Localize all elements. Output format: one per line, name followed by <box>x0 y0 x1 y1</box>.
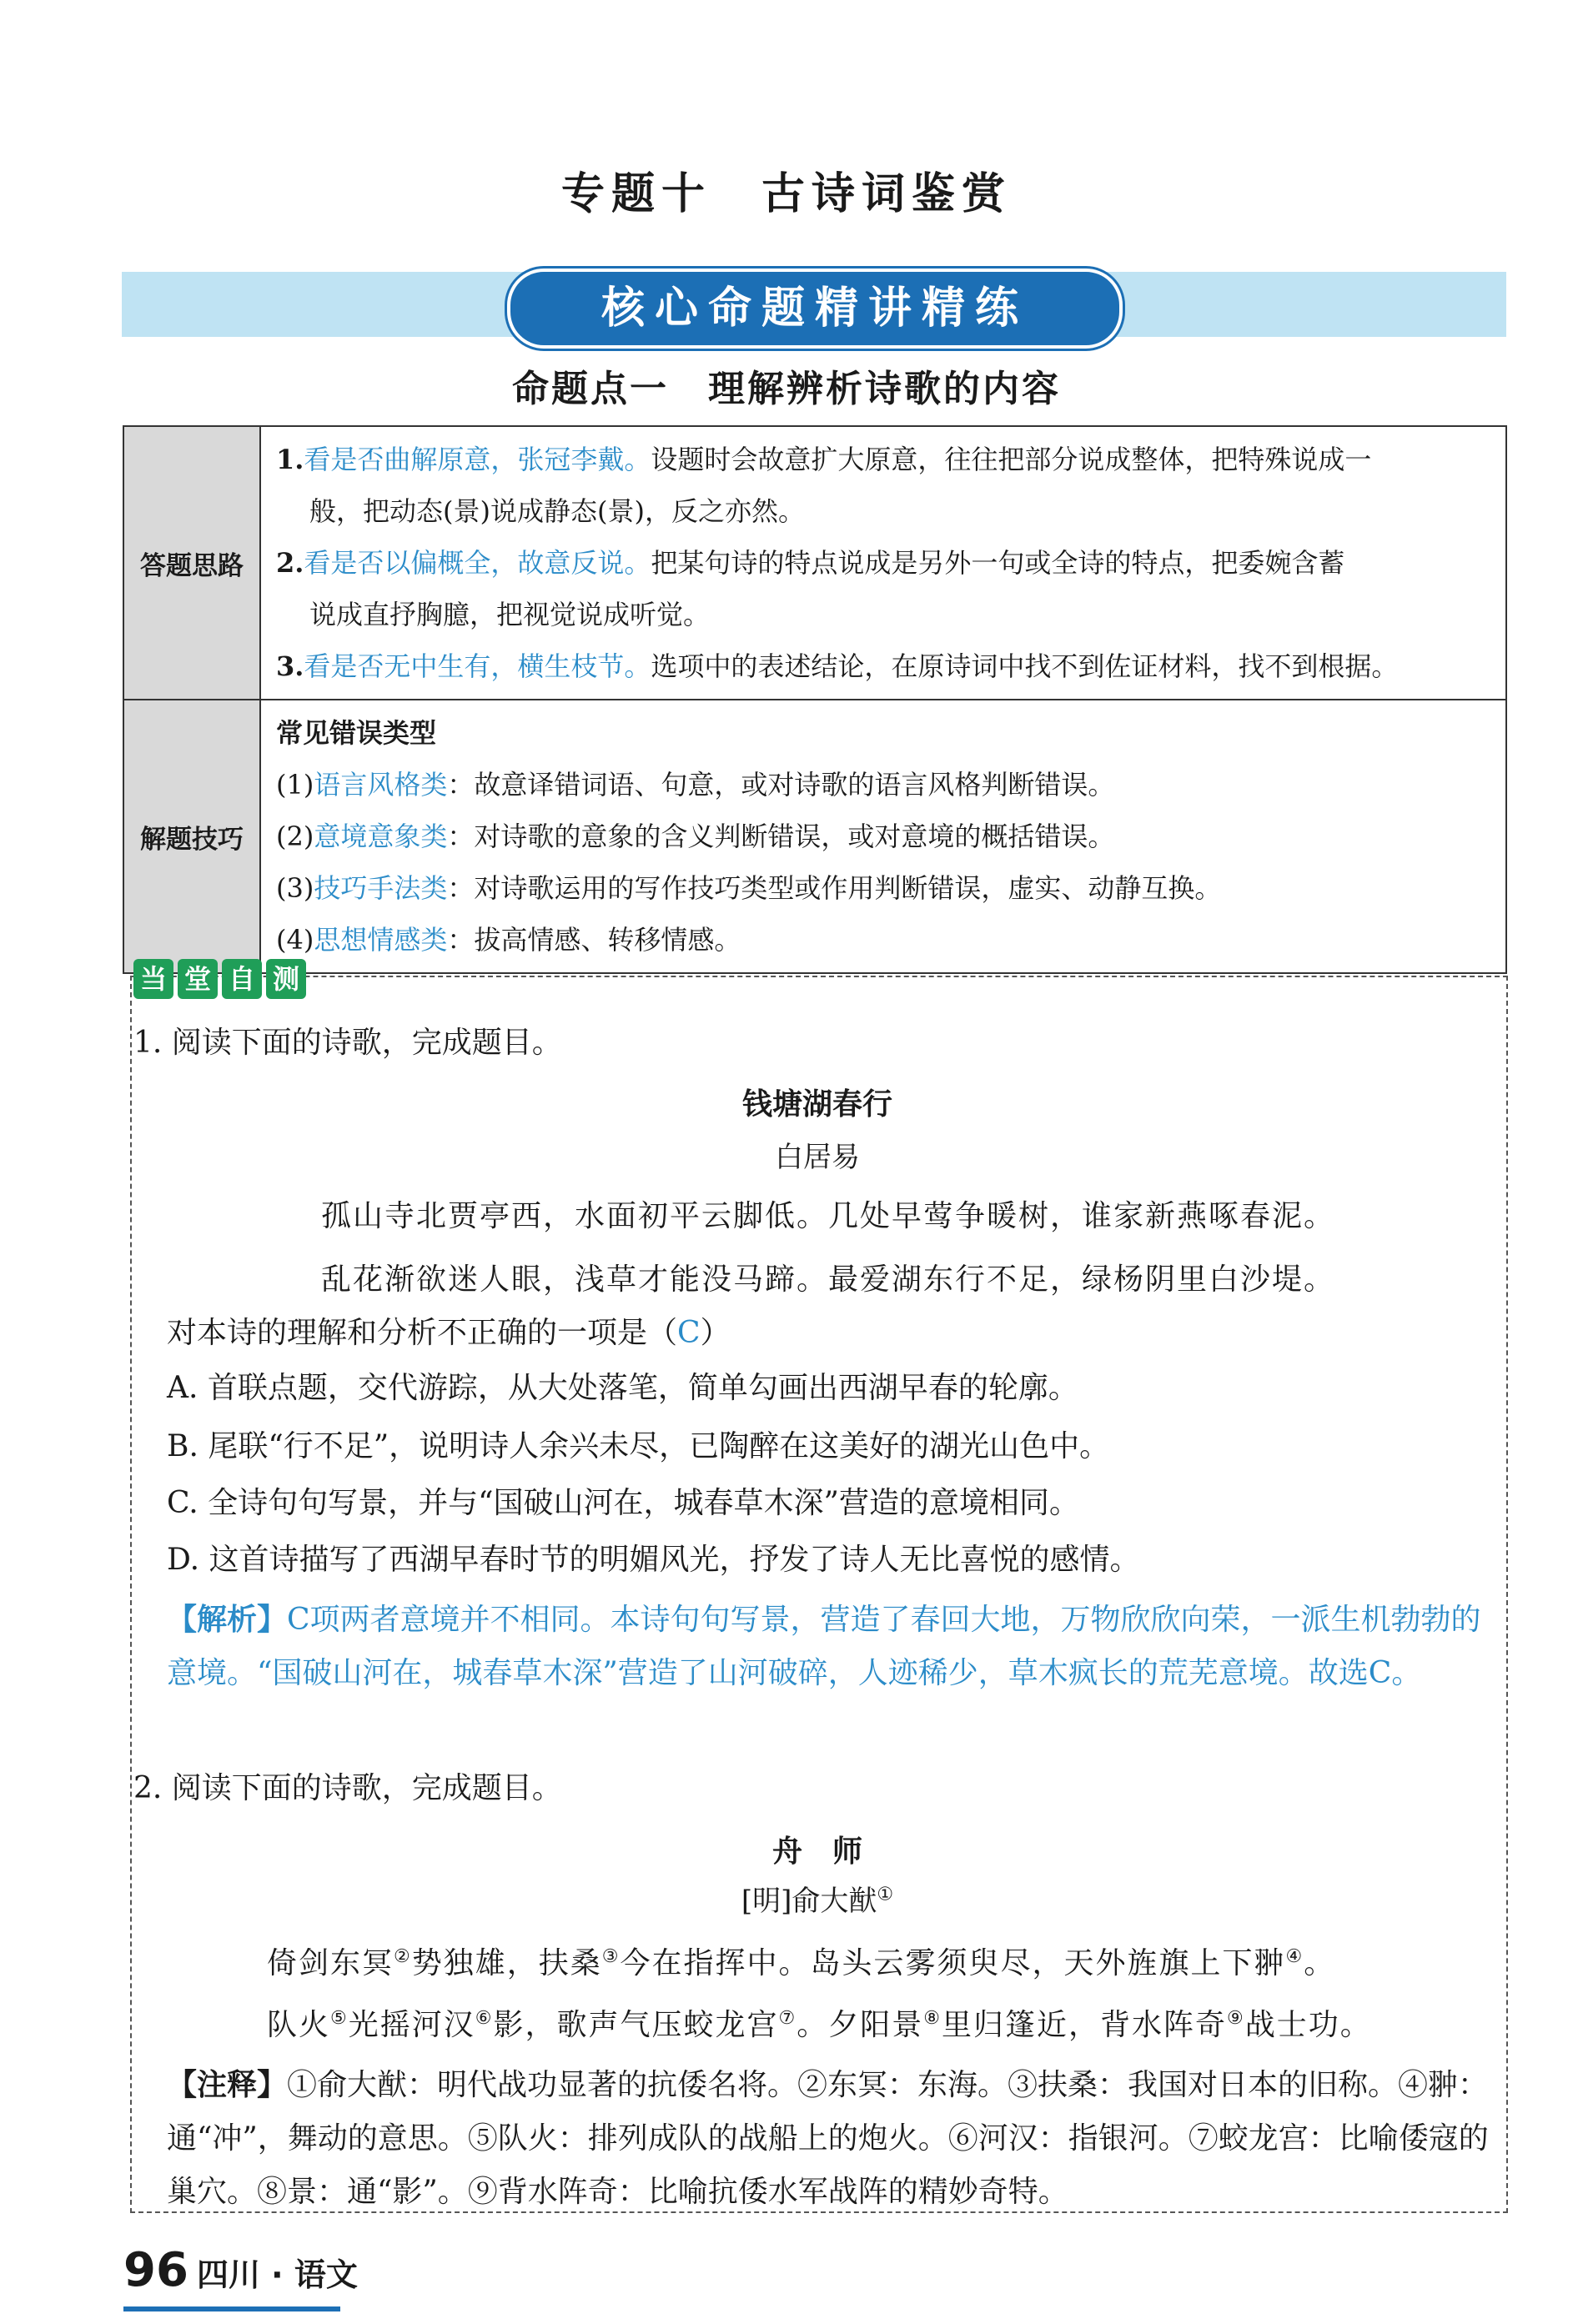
footer-label: 四川 · 语文 <box>196 2256 358 2293</box>
footnote-marker: ⑦ <box>778 2008 797 2029</box>
badge-char: 当 <box>133 959 173 999</box>
guide-item: 2.看是否以偏概全，故意反说。把某句诗的特点说成是另外一句或全诗的特点，把委婉含蓄 <box>276 547 1345 579</box>
practice-badge <box>133 959 306 1001</box>
tip-item: (2)意境意象类：对诗歌的意象的含义判断错误，或对意境的概括错误。 <box>276 821 1115 852</box>
footnote-marker: ⑥ <box>475 2008 494 2029</box>
guide-label-tips: 解题技巧 <box>123 700 260 973</box>
q2-prompt: 2. 阅读下面的诗歌，完成题目。 <box>133 1771 562 1805</box>
q1-option: C. 全诗句句写景，并与“国破山河在，城春草木深”营造的意境相同。 <box>167 1486 1079 1520</box>
footnote-marker: ⑧ <box>923 2008 942 2029</box>
guide-tips-content <box>260 700 1506 973</box>
footnote-marker: ④ <box>1285 1946 1304 1967</box>
guide-item: 3.看是否无中生有，横生枝节。选项中的表述结论，在原诗词中找不到佐证材料，找不到根据。 <box>276 650 1399 682</box>
guide-table <box>123 425 1507 974</box>
tip-item: (4)思想情感类：拔高情感、转移情感。 <box>276 924 741 956</box>
q1-poem-title: 钱塘湖春行 <box>741 1087 892 1122</box>
page-footer <box>123 2243 358 2297</box>
q1-question: 对本诗的理解和分析不正确的一项是（C） <box>167 1316 731 1350</box>
badge-char: 堂 <box>178 959 218 999</box>
guide-approach-content <box>260 426 1506 700</box>
badge-char: 测 <box>266 959 306 999</box>
guide-label-approach: 答题思路 <box>123 426 260 700</box>
q2-notes: 【注释】①俞大猷：明代战功显著的抗倭名将。②东冥：东海。③扶桑：我国对日本的旧称。④翀：通“冲”，舞动的意思。⑤队火：排列成队的战船上的炮火。⑥河汉：指银河。⑦蛟龙宫：比喻倭寇的巢穴。⑧景：通“影”。⑨背水阵奇：比喻抗倭水军战阵的精妙奇特。 <box>167 2067 1489 2209</box>
q2-poem-title: 舟 师 <box>771 1834 862 1869</box>
section-title: 命题点一 理解辨析诗歌的内容 <box>512 368 1061 410</box>
footnote-marker: ③ <box>601 1946 621 1967</box>
q2-author: [明]俞大猷① <box>741 1884 894 1918</box>
q1-poem-line: 孤山寺北贾亭西，水面初平云脚低。几处早莺争暖树，谁家新燕啄春泥。 <box>321 1199 1336 1233</box>
q1-prompt: 1. 阅读下面的诗歌，完成题目。 <box>133 1026 562 1060</box>
guide-item-cont: 般，把动态(景)说成静态(景)，反之亦然。 <box>309 495 805 527</box>
page-number: 96 <box>123 2243 188 2297</box>
guide-item: 1.看是否曲解原意，张冠李戴。设题时会故意扩大原意，往往把部分说成整体，把特殊说成一 <box>276 444 1372 475</box>
q1-option: B. 尾联“行不足”，说明诗人余兴未尽，已陶醉在这美好的湖光山色中。 <box>167 1429 1110 1463</box>
guide-item-cont: 说成直抒胸臆，把视觉说成听觉。 <box>309 599 711 630</box>
q1-option: D. 这首诗描写了西湖早春时节的明媚风光，抒发了诗人无比喜悦的感情。 <box>167 1543 1140 1577</box>
footnote-marker: ⑤ <box>330 2008 349 2029</box>
banner-title: 核心命题精讲精练 <box>507 269 1123 349</box>
footnote-marker: ⑨ <box>1227 2008 1245 2029</box>
q1-analysis: 【解析】C项两者意境并不相同。本诗句句写景，营造了春回大地，万物欣欣向荣，一派生机勃勃的意境。“国破山河在，城春草木深”营造了山河破碎，人迹稀少，草木疯长的荒芜意境。故选C。 <box>167 1602 1481 1690</box>
tip-item: (1)语言风格类：故意译错词语、句意，或对诗歌的语言风格判断错误。 <box>276 769 1115 801</box>
q1-option: A. 首联点题，交代游踪，从大处落笔，简单勾画出西湖早春的轮廓。 <box>167 1371 1078 1405</box>
q1-answer: C <box>677 1316 701 1350</box>
q1-poem-line: 乱花渐欲迷人眼，浅草才能没马蹄。最爱湖东行不足，绿杨阴里白沙堤。 <box>321 1262 1336 1297</box>
chapter-title: 专题十 古诗词鉴赏 <box>560 169 1012 219</box>
q1-author: 白居易 <box>775 1141 860 1174</box>
q2-poem-line: 队火⑤光摇河汉⑥影，歌声气压蛟龙宫⑦。夕阳景⑧里归篷近，背水阵奇⑨战士功。 <box>267 2008 1372 2042</box>
footer-rule <box>123 2306 340 2311</box>
tips-heading: 常见错误类型 <box>276 717 437 749</box>
footnote-marker: ② <box>394 1946 412 1967</box>
tip-item: (3)技巧手法类：对诗歌运用的写作技巧类型或作用判断错误，虚实、动静互换。 <box>276 872 1222 904</box>
q2-poem-line: 倚剑东冥②势独雄，扶桑③今在指挥中。岛头云雾须臾尽，天外旌旗上下翀④。 <box>267 1946 1336 1980</box>
badge-char: 自 <box>222 959 262 999</box>
